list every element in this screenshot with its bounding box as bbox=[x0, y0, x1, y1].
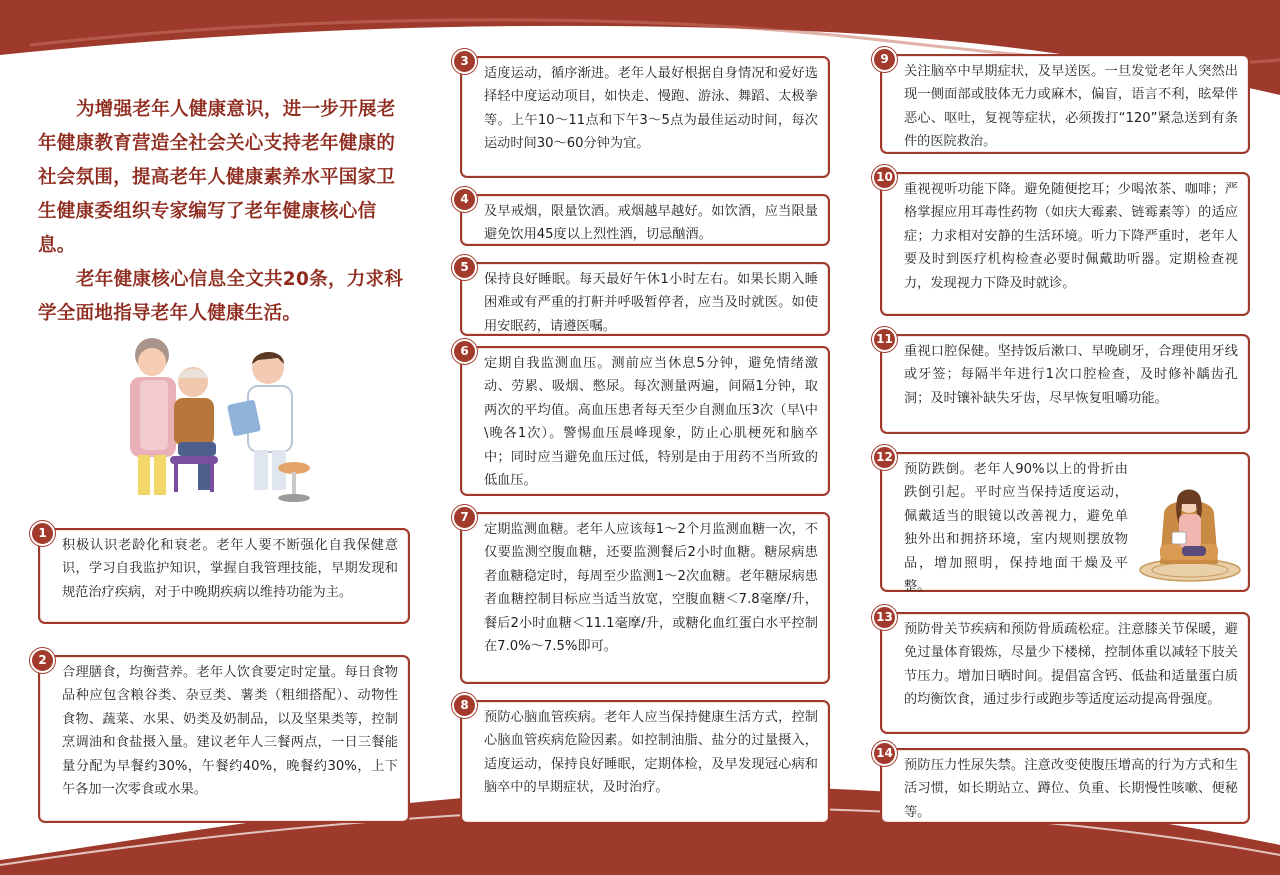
reading-woman-illustration bbox=[1134, 474, 1242, 584]
elderly-care-illustration bbox=[118, 330, 318, 510]
health-item-13 bbox=[876, 610, 1250, 734]
item-number-badge: 7 bbox=[452, 505, 477, 530]
health-item-11 bbox=[876, 332, 1250, 434]
health-item-5 bbox=[460, 262, 830, 336]
health-item-1 bbox=[38, 528, 410, 624]
item-text: 关注脑卒中早期症状，及早送医。一旦发觉老年人突然出现一侧面部或肢体无力或麻木，偏盲，语言不利，眩晕伴恶心、呕吐，复视等症状，必须拨打“120”紧急送到有条件的医院救治。 bbox=[904, 64, 1238, 150]
health-item-2 bbox=[38, 655, 410, 823]
item-number-badge: 1 bbox=[30, 521, 55, 546]
health-item-14 bbox=[876, 746, 1250, 824]
item-number-badge: 9 bbox=[872, 47, 897, 72]
health-item-4 bbox=[460, 194, 830, 246]
item-text: 重视口腔保健。坚持饭后漱口、早晚刷牙，合理使用牙线或牙签；每隔半年进行1次口腔检查，及时修补龋齿孔洞；及时镶补缺失牙齿，尽早恢复咀嚼功能。 bbox=[904, 344, 1238, 406]
health-item-10 bbox=[876, 170, 1250, 316]
health-item-9 bbox=[880, 54, 1250, 154]
intro-text bbox=[38, 93, 410, 331]
item-text: 适度运动，循序渐进。老年人最好根据自身情况和爱好选择轻中度运动项目，如快走、慢跑、游泳、舞蹈、太极拳等。上午10～11点和下午3～5点为最佳运动时间，每次运动时间30～60分钟为宜。 bbox=[484, 66, 818, 152]
health-item-8 bbox=[460, 700, 830, 824]
item-number-badge: 2 bbox=[30, 648, 55, 673]
health-item-12 bbox=[876, 450, 1250, 595]
item-number-badge: 12 bbox=[872, 445, 897, 470]
health-item-6 bbox=[460, 346, 830, 496]
item-text: 保持良好睡眠。每天最好午休1小时左右。如果长期入睡困难或有严重的打鼾并呼吸暂停者，应当及时就医。如使用安眠药，请遵医嘱。 bbox=[484, 272, 818, 334]
item-text: 预防跌倒。老年人90%以上的骨折由跌倒引起。平时应当保持适度运动，佩戴适当的眼镜以改善视力，避免单独外出和拥挤环境，室内规则摆放物品，增加照明，保持地面干燥及平整。 bbox=[904, 462, 1128, 595]
intro-paragraph-1: 为增强老年人健康意识，进一步开展老年健康教育营造全社会关心支持老年健康的社会氛围，提高老年人健康素养水平国家卫生健康委组织专家编写了老年健康核心信息。 bbox=[38, 99, 396, 256]
item-number-badge: 3 bbox=[452, 49, 477, 74]
item-number-badge: 4 bbox=[452, 187, 477, 212]
intro-paragraph-2: 老年健康核心信息全文共20条，力求科学全面地指导老年人健康生活。 bbox=[38, 269, 404, 324]
item-number-badge: 13 bbox=[872, 605, 897, 630]
health-item-7 bbox=[460, 512, 830, 684]
item-number-badge: 11 bbox=[872, 327, 897, 352]
item-text: 合理膳食，均衡营养。老年人饮食要定时定量。每日食物品种应包含粮谷类、杂豆类、薯类（粗细搭配）、动物性食物、蔬菜、水果、奶类及奶制品，以及坚果类等，控制烹调油和食盐摄入量。建议老年人三餐两点，一日三餐能量分配为早餐约30%，午餐约40%，晚餐约30%，上下午各加一次零食或水果。 bbox=[62, 665, 398, 798]
item-text: 预防压力性尿失禁。注意改变使腹压增高的行为方式和生活习惯，如长期站立、蹲位、负重、长期慢性咳嗽、便秘等。 bbox=[904, 758, 1238, 820]
item-text: 重视视听功能下降。避免随便挖耳；少喝浓茶、咖啡；严格掌握应用耳毒性药物（如庆大霉素、链霉素等）的适应症；力求相对安静的生活环境。听力下降严重时，老年人要及时到医疗机构检查必要时佩戴助听器。定期检查视力，发现视力下降及时就诊。 bbox=[904, 182, 1238, 291]
item-number-badge: 8 bbox=[452, 693, 477, 718]
item-text: 定期自我监测血压。测前应当休息5分钟，避免情绪激动、劳累、吸烟、憋尿。每次测量两遍，间隔1分钟，取两次的平均值。高血压患者每天至少自测血压3次（早\中\晚各1次）。警惕血压晨峰现象，防止心肌梗死和脑卒中；同时应当避免血压过低，特别是由于用药不当所致的低血压。 bbox=[484, 356, 818, 489]
item-number-badge: 10 bbox=[872, 165, 897, 190]
health-item-3 bbox=[460, 56, 830, 178]
item-text: 及早戒烟，限量饮酒。戒烟越早越好。如饮酒，应当限量避免饮用45度以上烈性酒，切忌酗酒。 bbox=[484, 204, 818, 243]
item-text: 预防骨关节疾病和预防骨质疏松症。注意膝关节保暖，避免过量体育锻炼，尽量少下楼梯，控制体重以减轻下肢关节压力。增加日晒时间。提倡富含钙、低盐和适量蛋白质的均衡饮食，通过步行或跑步等适度运动提高骨强度。 bbox=[904, 622, 1238, 708]
item-number-badge: 5 bbox=[452, 255, 477, 280]
item-number-badge: 14 bbox=[872, 741, 897, 766]
item-text: 积极认识老龄化和衰老。老年人要不断强化自我保健意识，学习自我监护知识，掌握自我管理技能，早期发现和规范治疗疾病，对于中晚期疾病以维持功能为主。 bbox=[62, 538, 398, 600]
item-text: 预防心脑血管疾病。老年人应当保持健康生活方式，控制心脑血管疾病危险因素。如控制油脂、盐分的过量摄入，适度运动，保持良好睡眠，定期体检，及早发现冠心病和脑卒中的早期症状，及时治疗。 bbox=[484, 710, 818, 796]
item-text: 定期监测血糖。老年人应该每1～2个月监测血糖一次，不仅要监测空腹血糖，还要监测餐后2小时血糖。糖尿病患者血糖稳定时，每周至少监测1～2次血糖。老年糖尿病患者血糖控制目标应当适当放宽，空腹血糖＜7.8毫摩/升，餐后2小时血糖＜11.1毫摩/升，或糖化血红蛋白水平控制在7.0%～7.5%即可。 bbox=[484, 522, 818, 655]
item-number-badge: 6 bbox=[452, 339, 477, 364]
